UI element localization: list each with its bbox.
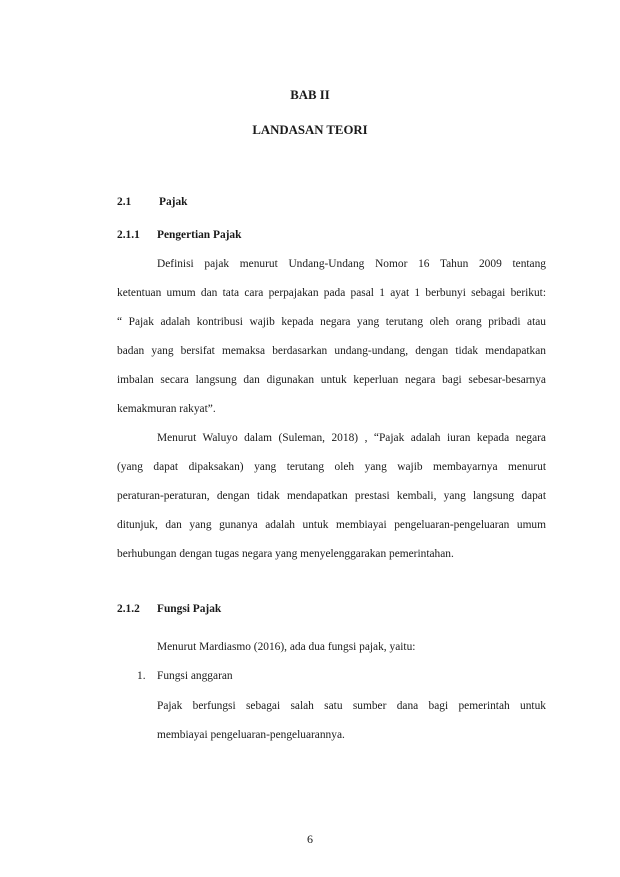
- section-number: 2.1.2: [117, 603, 140, 615]
- paragraph-line: ketentuan umum dan tata cara perpajakan pada pasal 1 ayat 1 berbunyi sebagai berikut:: [117, 287, 546, 299]
- paragraph-line: Menurut Waluyo dalam (Suleman, 2018) , “Pajak adalah iuran kepada negara: [157, 432, 546, 444]
- section-number: 2.1: [117, 196, 132, 208]
- paragraph-line: imbalan secara langsung dan digunakan untuk keperluan negara bagi sebesar-besarnya: [117, 374, 546, 386]
- section-title: Pengertian Pajak: [157, 229, 242, 241]
- paragraph-line: badan yang bersifat memaksa berdasarkan undang-undang, dengan tidak mendapatkan: [117, 345, 546, 357]
- list-item: [137, 670, 233, 682]
- paragraph-line: berhubungan dengan tugas negara yang menyelenggarakan pemerintahan.: [117, 548, 454, 560]
- list-marker: 1.: [137, 670, 146, 682]
- chapter-title: LANDASAN TEORI: [252, 123, 368, 137]
- paragraph-line: “ Pajak adalah kontribusi wajib kepada negara yang terutang oleh orang pribadi atau: [117, 316, 546, 328]
- paragraph-line: membiayai pengeluaran-pengeluarannya.: [157, 729, 345, 741]
- chapter-number: BAB II: [290, 88, 330, 102]
- section-number: 2.1.1: [117, 229, 140, 241]
- paragraph-line: kemakmuran rakyat”.: [117, 403, 216, 415]
- section-title: Fungsi Pajak: [157, 603, 222, 615]
- section-title: Pajak: [159, 196, 188, 208]
- paragraph-line: ditunjuk, dan yang gunanya adalah untuk membiayai pengeluaran-pengeluaran umum: [117, 519, 546, 531]
- section-heading-2-1: [117, 196, 187, 208]
- section-heading-2-1-1: [117, 229, 241, 241]
- paragraph-line: Definisi pajak menurut Undang-Undang Nomor 16 Tahun 2009 tentang: [157, 258, 546, 270]
- paragraph-line: (yang dapat dipaksakan) yang terutang oleh yang wajib membayarnya menurut: [117, 461, 546, 473]
- list-item-title: Fungsi anggaran: [157, 670, 233, 682]
- paragraph-line: Pajak berfungsi sebagai salah satu sumber dana bagi pemerintah untuk: [157, 700, 546, 712]
- section-heading-2-1-2: [117, 603, 221, 615]
- paragraph-line: Menurut Mardiasmo (2016), ada dua fungsi pajak, yaitu:: [157, 641, 416, 653]
- page-number: 6: [307, 832, 313, 846]
- paragraph-line: peraturan-peraturan, dengan tidak mendapatkan prestasi kembali, yang langsung dapat: [117, 490, 546, 502]
